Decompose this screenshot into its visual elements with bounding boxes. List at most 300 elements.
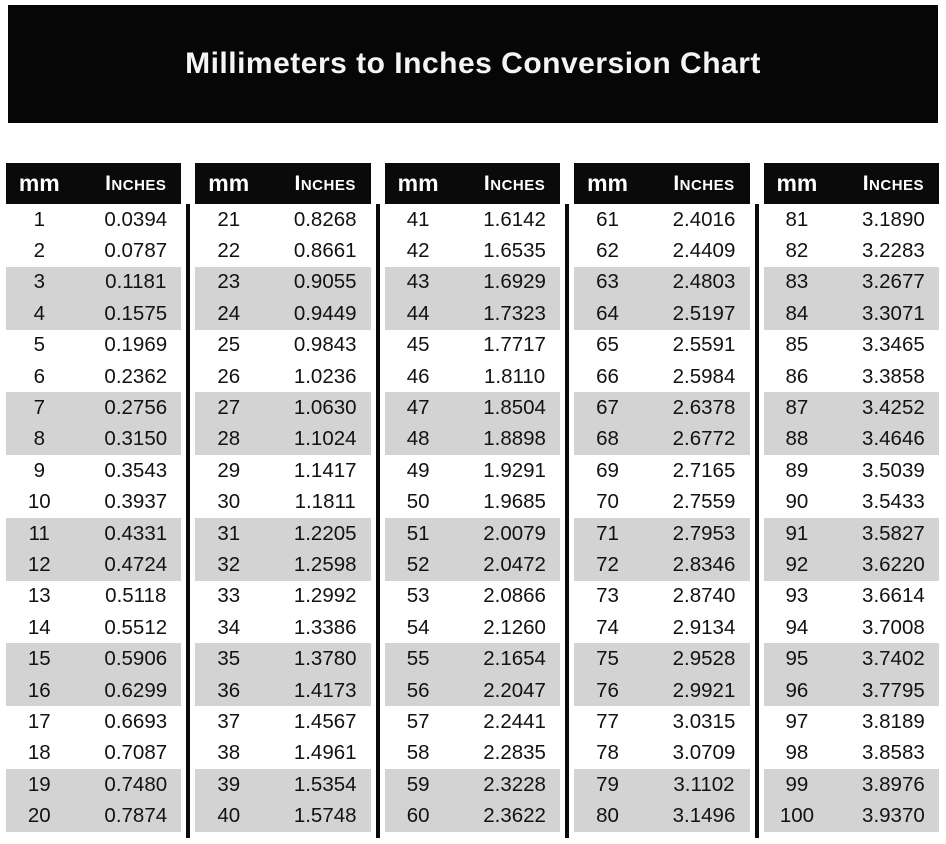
inches-value: 0.9055 [293,270,357,294]
table-row [195,267,370,298]
table-row [195,424,370,455]
table-row [6,738,181,769]
inches-value: 3.4646 [862,427,925,451]
inches-value: 2.5197 [672,301,736,325]
inches-value: 3.5827 [862,521,925,545]
mm-value: 85 [785,333,809,357]
mm-value: 30 [217,490,241,514]
mm-value: 72 [596,552,619,576]
mm-value: 2 [33,239,46,263]
mm-value: 66 [596,364,619,388]
table-row [764,549,939,580]
mm-value: 67 [596,396,619,420]
inches-value: 2.2047 [483,678,546,702]
mm-value: 32 [217,552,241,576]
inches-value: 0.3150 [104,427,168,451]
table-row [764,612,939,643]
inches-value: 3.9370 [862,804,925,828]
inches-value: 1.1024 [293,427,357,451]
inches-value: 1.8898 [483,427,546,451]
inches-value: 1.4567 [293,709,357,733]
mm-value: 90 [785,490,809,514]
table-row [385,330,560,361]
table-row [6,769,181,800]
mm-value: 23 [217,270,241,294]
inches-value: 3.1102 [673,772,735,796]
inches-value: 0.5118 [105,584,167,608]
mm-value: 4 [33,301,46,325]
inches-value: 3.1496 [672,804,736,828]
inches-value: 0.0787 [104,239,168,263]
inches-value: 0.2362 [104,364,168,388]
inches-value: 1.5748 [293,804,357,828]
mm-value: 41 [406,207,430,231]
inches-value: 1.7717 [483,333,546,357]
inches-value: 0.5512 [104,615,168,639]
mm-value: 98 [785,741,809,765]
inches-value: 0.9843 [293,333,357,357]
mm-value: 86 [785,364,809,388]
inches-value: 0.5906 [104,647,168,671]
table-row [195,706,370,737]
table-row [6,800,181,831]
table-header [6,163,181,204]
inches-value: 0.8661 [293,239,357,263]
column-header-mm: mm [397,170,439,196]
mm-value: 3 [33,270,46,294]
inches-value: 0.1181 [105,270,167,294]
inches-value: 2.8740 [672,584,736,608]
table-row [574,800,749,831]
mm-value: 87 [785,396,809,420]
inches-value: 3.2677 [862,270,925,294]
table-body [574,204,749,832]
table-header [764,163,939,204]
table-row [385,769,560,800]
table-row [385,267,560,298]
table-row [385,392,560,423]
conversion-table-21-40 [195,163,370,832]
inches-value: 3.1890 [862,207,925,231]
inches-value: 0.2756 [104,396,168,420]
inches-value: 2.9528 [672,647,736,671]
table-row [764,361,939,392]
mm-value: 33 [217,584,241,608]
table-row [574,706,749,737]
table-body [385,204,560,832]
table-row [195,235,370,266]
table-row [574,267,749,298]
mm-value: 74 [596,615,619,639]
table-row [574,581,749,612]
table-row [574,769,749,800]
mm-value: 78 [596,741,619,765]
mm-value: 20 [27,804,51,828]
inches-value: 2.1654 [483,647,546,671]
inches-value: 1.4173 [293,678,357,702]
mm-value: 64 [596,301,619,325]
mm-value: 83 [785,270,809,294]
table-row [574,298,749,329]
inches-value: 0.3937 [104,490,168,514]
mm-value: 53 [406,584,430,608]
mm-value: 38 [217,741,241,765]
table-row [6,675,181,706]
column-header-inches: Inches [483,171,546,195]
table-row [195,581,370,612]
table-row [6,235,181,266]
mm-value: 35 [217,647,241,671]
table-row [195,392,370,423]
inches-value: 0.6299 [104,678,168,702]
inches-value: 1.3780 [293,647,357,671]
table-row [195,487,370,518]
inches-value: 1.5354 [293,772,357,796]
mm-value: 51 [406,521,430,545]
mm-value: 70 [596,490,619,514]
mm-value: 89 [785,458,809,482]
mm-value: 56 [406,678,430,702]
table-row [574,455,749,486]
table-row [385,518,560,549]
table-row [195,330,370,361]
table-row [385,612,560,643]
table-row [574,518,749,549]
column-header-mm: mm [776,170,818,196]
inches-value: 3.3465 [862,333,925,357]
table-row [764,675,939,706]
inches-value: 3.7795 [862,678,925,702]
inches-value: 2.9134 [672,615,736,639]
mm-value: 82 [785,239,809,263]
mm-value: 11 [28,521,50,545]
mm-value: 62 [596,239,619,263]
inches-value: 3.8583 [862,741,925,765]
inches-value: 0.3543 [104,458,168,482]
inches-value: 2.0079 [483,521,546,545]
inches-value: 1.8110 [483,364,546,388]
table-row [195,361,370,392]
column-header-mm: mm [208,170,250,196]
column-header-inches: Inches [673,171,735,195]
mm-value: 7 [33,396,46,420]
table-row [764,581,939,612]
mm-value: 65 [596,333,619,357]
table-row [385,455,560,486]
table-row [6,643,181,674]
table-body [764,204,939,832]
mm-value: 14 [27,615,51,639]
inches-value: 3.0315 [672,709,736,733]
table-row [385,424,560,455]
inches-value: 3.6220 [862,552,925,576]
table-body [6,204,181,832]
inches-value: 1.0236 [293,364,357,388]
inches-value: 1.3386 [293,615,357,639]
table-row [195,612,370,643]
inches-value: 2.5591 [672,333,736,357]
conversion-tables [6,163,939,838]
table-row [6,330,181,361]
inches-value: 3.7402 [862,647,925,671]
table-row [574,392,749,423]
table-row [385,361,560,392]
mm-value: 22 [217,239,241,263]
inches-value: 2.3228 [483,772,546,796]
inches-value: 1.2205 [293,521,357,545]
inches-value: 3.3858 [862,364,925,388]
mm-value: 69 [596,458,619,482]
table-row [195,455,370,486]
mm-value: 76 [596,678,619,702]
inches-value: 0.0394 [104,207,168,231]
table-row [764,392,939,423]
mm-value: 28 [217,427,241,451]
inches-value: 2.5984 [672,364,736,388]
inches-value: 2.4803 [672,270,736,294]
mm-value: 49 [406,458,430,482]
conversion-table-41-60 [385,163,560,832]
mm-value: 1 [33,207,46,231]
mm-value: 36 [217,678,241,702]
mm-value: 88 [785,427,809,451]
table-row [764,738,939,769]
table-row [574,643,749,674]
inches-value: 1.6535 [483,239,546,263]
inches-value: 2.6772 [672,427,736,451]
inches-value: 2.7559 [672,490,736,514]
inches-value: 3.8976 [862,772,925,796]
table-header [385,163,560,204]
table-row [6,706,181,737]
mm-value: 12 [27,552,51,576]
table-row [385,549,560,580]
table-row [195,298,370,329]
inches-value: 2.4016 [672,207,736,231]
column-header-mm: mm [18,170,60,196]
mm-value: 55 [406,647,430,671]
mm-value: 29 [217,458,241,482]
inches-value: 1.4961 [293,741,357,765]
inches-value: 0.1969 [104,333,168,357]
inches-value: 0.4331 [104,521,168,545]
table-row [6,487,181,518]
mm-value: 46 [406,364,430,388]
column-header-inches: Inches [862,171,925,195]
inches-value: 2.6378 [672,396,736,420]
inches-value: 1.9291 [483,458,546,482]
mm-value: 50 [406,490,430,514]
inches-value: 0.9449 [293,301,357,325]
mm-value: 77 [596,709,619,733]
table-header [574,163,749,204]
mm-value: 15 [27,647,51,671]
mm-value: 96 [785,678,809,702]
inches-value: 1.8504 [483,396,546,420]
table-row [574,675,749,706]
table-row [764,518,939,549]
table-row [764,800,939,831]
table-row [764,204,939,235]
mm-value: 25 [217,333,241,357]
table-row [574,204,749,235]
table-row [574,612,749,643]
mm-value: 37 [217,709,241,733]
mm-value: 99 [785,772,809,796]
table-row [764,424,939,455]
inches-value: 1.1811 [294,490,356,514]
inches-value: 2.8346 [672,552,736,576]
mm-value: 40 [217,804,241,828]
mm-value: 10 [27,490,51,514]
table-row [385,204,560,235]
inches-value: 1.2598 [293,552,357,576]
inches-value: 2.7165 [672,458,736,482]
column-header-inches: Inches [294,171,356,195]
table-row [195,518,370,549]
table-row [764,706,939,737]
mm-value: 91 [785,521,809,545]
table-row [574,330,749,361]
inches-value: 2.7953 [672,521,736,545]
table-row [6,518,181,549]
inches-value: 0.7087 [104,741,168,765]
table-row [764,235,939,266]
table-row [6,612,181,643]
conversion-table-81-100 [764,163,939,832]
inches-value: 3.7008 [862,615,925,639]
mm-value: 31 [217,521,241,545]
mm-value: 68 [596,427,619,451]
table-row [385,487,560,518]
table-row [385,675,560,706]
mm-value: 47 [406,396,430,420]
conversion-table-1-20 [6,163,181,832]
mm-value: 75 [596,647,619,671]
table-row [385,235,560,266]
inches-value: 3.0709 [672,741,736,765]
table-row [764,330,939,361]
mm-value: 94 [785,615,809,639]
mm-value: 63 [596,270,619,294]
table-row [195,800,370,831]
inches-value: 1.1417 [293,458,357,482]
mm-value: 95 [785,647,809,671]
mm-value: 26 [217,364,241,388]
mm-value: 84 [785,301,809,325]
inches-value: 3.5039 [862,458,925,482]
inches-value: 3.6614 [862,584,925,608]
mm-value: 59 [406,772,430,796]
mm-value: 81 [785,207,809,231]
table-row [6,204,181,235]
mm-value: 97 [785,709,809,733]
table-row [764,298,939,329]
table-row [385,643,560,674]
conversion-table-61-80 [574,163,749,832]
mm-value: 79 [596,772,619,796]
mm-value: 71 [596,521,619,545]
inches-value: 1.7323 [483,301,546,325]
inches-value: 3.3071 [862,301,925,325]
table-row [764,487,939,518]
column-header-inches: Inches [105,171,167,195]
inches-value: 1.6929 [483,270,546,294]
mm-value: 19 [27,772,51,796]
mm-value: 44 [406,301,430,325]
inches-value: 0.7874 [104,804,168,828]
table-body [195,204,370,832]
page-title: Millimeters to Inches Conversion Chart [185,47,761,80]
inches-value: 3.4252 [862,396,925,420]
mm-value: 48 [406,427,430,451]
column-header-mm: mm [587,170,628,196]
table-row [574,235,749,266]
mm-value: 80 [596,804,619,828]
mm-value: 16 [27,678,51,702]
table-row [6,392,181,423]
mm-value: 18 [27,741,51,765]
table-row [574,361,749,392]
column-divider [565,204,569,838]
table-row [574,424,749,455]
inches-value: 2.9921 [672,678,736,702]
mm-value: 52 [406,552,430,576]
table-row [574,738,749,769]
mm-value: 93 [785,584,809,608]
inches-value: 0.1575 [104,301,168,325]
table-header [195,163,370,204]
inches-value: 1.6142 [483,207,546,231]
column-divider [376,204,380,838]
column-divider [186,204,190,838]
inches-value: 2.0866 [483,584,546,608]
table-row [764,769,939,800]
inches-value: 2.0472 [483,552,546,576]
table-row [764,267,939,298]
mm-value: 100 [779,804,815,828]
table-row [385,706,560,737]
table-row [764,455,939,486]
mm-value: 17 [27,709,51,733]
table-row [6,581,181,612]
inches-value: 0.8268 [293,207,357,231]
table-row [6,455,181,486]
mm-value: 61 [596,207,619,231]
column-divider [755,204,759,838]
mm-value: 92 [785,552,809,576]
table-row [195,675,370,706]
table-row [385,298,560,329]
inches-value: 2.3622 [483,804,546,828]
inches-value: 2.2835 [483,741,546,765]
mm-value: 43 [406,270,430,294]
table-row [195,738,370,769]
mm-value: 60 [406,804,430,828]
mm-value: 13 [27,584,51,608]
inches-value: 2.1260 [483,615,546,639]
inches-value: 0.7480 [104,772,168,796]
table-row [385,581,560,612]
mm-value: 21 [217,207,241,231]
table-row [764,643,939,674]
table-row [6,424,181,455]
table-row [195,549,370,580]
table-row [6,549,181,580]
inches-value: 1.2992 [293,584,357,608]
mm-value: 5 [33,333,46,357]
table-row [6,267,181,298]
